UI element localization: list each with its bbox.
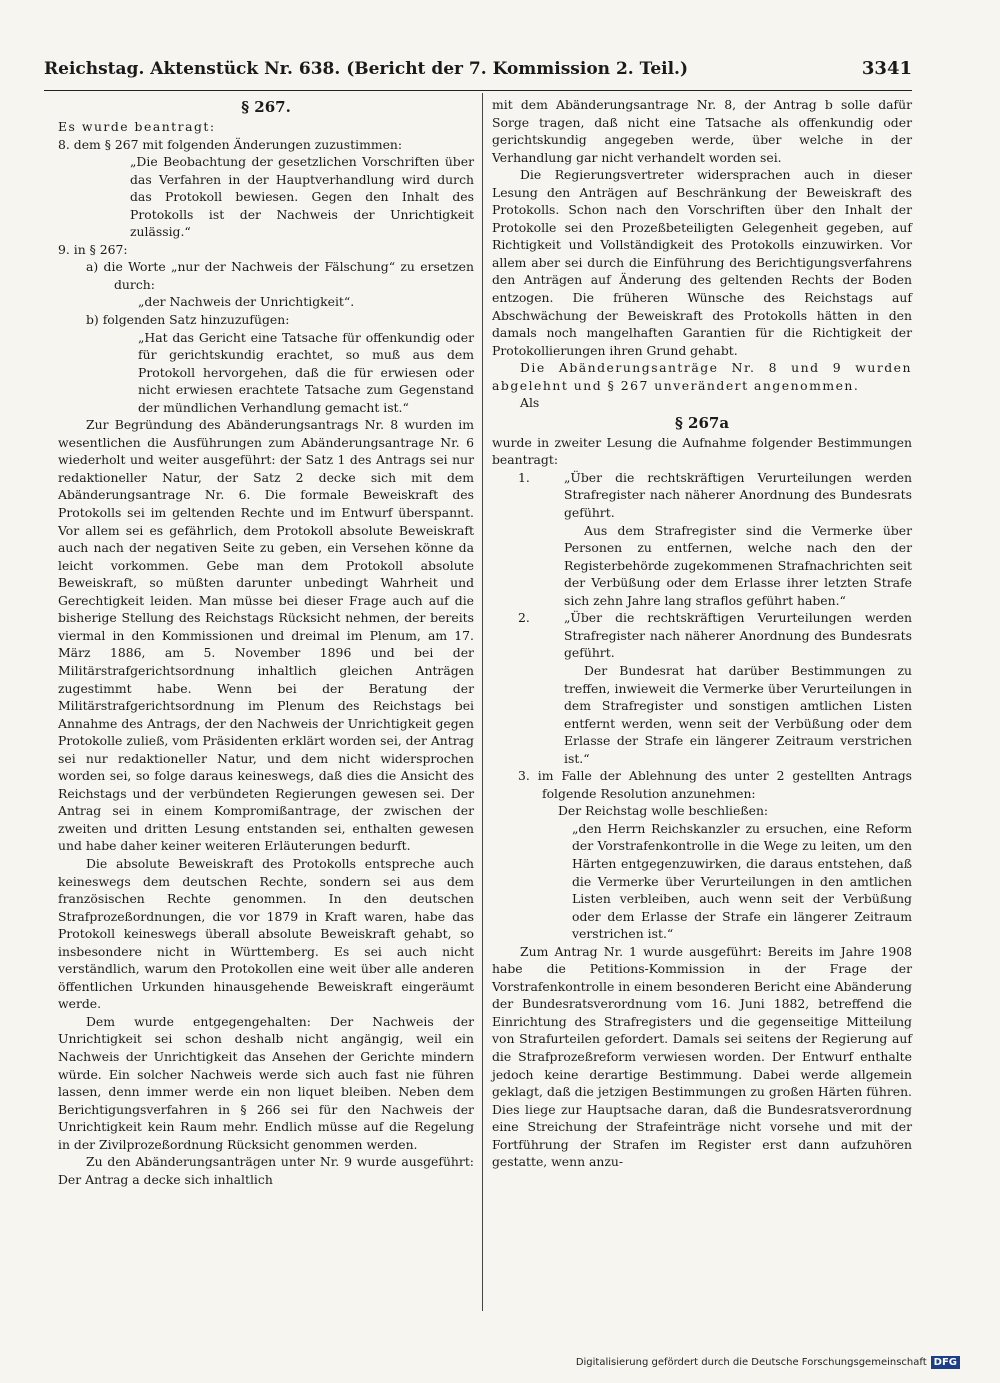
quotation: „Hat das Gericht eine Tatsache für offenkundig oder für gerichtskundig erachtet, so muß aus dem Protokoll hervorgehen, daß die für erwiesen oder nicht erwiesen erachtete Tatsache zum Gegenstand der mündlichen Verhandlung gemacht ist.“ (138, 329, 474, 415)
paragraph: Die absolute Beweiskraft des Protokolls entspreche auch keineswegs dem deutschen Rechte, sondern sei aus dem französischen Rechte genommen. In den deutschen Strafprozeßordnungen, die vor 1879 in Kraft waren, habe das Protokoll keineswegs überall absolute Beweiskraft gehabt, so insbesondere nicht in Württemberg. Es sei auch nicht verständlich, warum den Protokollen eine weit über alle anderen öffentlichen Urkunden hinausgehende Beweiskraft eingeräumt werde. (58, 855, 474, 1012)
paragraph: Zum Antrag Nr. 1 wurde ausgeführt: Bereits im Jahre 1908 habe die Petitions-Kommission in der Frage der Vorstrafenkontrolle in einem besonderen Bericht eine Abänderung der Bundesratsverordnung vom 16. Juni 1882, betreffend die Einrichtung des Strafregisters und die gegenseitige Mitteilung von Strafurteilen gefordert. Damals sei seitens der Regierung auf die Strafprozeßreform verwiesen worden. Der Entwurf enthalte jedoch keine derartige Bestimmung. Dabei werde allgemein geklagt, daß die jetzigen Bestimmungen zu großen Härten führen. Dies liege zur Hauptsache daran, daß die Bundesratsverordnung eine Streichung der Strafeinträge nicht vorsehe und mit der Fortführung der Strafen im Register erst dann aufzuhören gestatte, wenn anzu- (492, 943, 912, 1170)
list-item: 8. dem § 267 mit folgenden Änderungen zuzustimmen: (58, 136, 403, 152)
paragraph: Die Regierungsvertreter widersprachen auch in dieser Lesung den Anträgen auf Beschränkung der Beweiskraft des Protokolls. Schon nach den Vorschriften über den Inhalt der Protokolle sei den Prozeßbeteiligten Gelegenheit gegeben, auf Richtigkeit und Vollständigkeit des Protokolls einzuwirken. Vor allem aber sei durch die Einführung des Berichtigungsverfahrens den Anträgen auf Änderung des geltenden Rechts der Boden entzogen. Die früheren Wünsche des Reichstags auf Abschwächung der Beweiskraft des Protokolls hätten in den damals noch mangelhaften Garantien für die Richtigkeit der Protokollierungen ihren Grund gehabt. (492, 167, 912, 358)
footer (576, 1356, 960, 1369)
paragraph: Als (520, 395, 540, 411)
paragraph: mit dem Abänderungsantrage Nr. 8, der Antrag b solle dafür Sorge tragen, daß nicht eine Tatsache als offenkundig oder gerichtskundig angegeben werde, über welche in der Verhandlung gar nicht verhandelt worden sei. (492, 97, 912, 165)
list-number: 2. (518, 610, 530, 626)
running-title: Reichstag. Aktenstück Nr. 638. (Bericht der 7. Kommission 2. Teil.) (44, 59, 689, 79)
footer-text: Digitalisierung gefördert durch die Deutsche Forschungsgemeinschaft (575, 1357, 927, 1368)
dfg-logo: DFG (931, 1356, 960, 1369)
quotation: „Über die rechtskräftigen Verurteilungen werden Strafregister nach näherer Anordnung des Bundesrats geführt. (564, 469, 912, 521)
paragraph: Die Abänderungsanträge Nr. 8 und 9 wurden abgelehnt und § 267 unverändert angenommen. (492, 360, 912, 393)
paragraph: Es wurde beantragt: (58, 119, 216, 134)
list-number: 1. (518, 469, 530, 485)
list-item: 9. in § 267: (58, 241, 128, 257)
list-item: a) die Worte „nur der Nachweis der Fälschung“ zu ersetzen durch: (86, 259, 474, 292)
quotation: Aus dem Strafregister sind die Vermerke über Personen zu entfernen, welche nach den der Registerbehörde zugekommenen Strafnachrichten seit der Verbüßung oder dem Erlasse ihrer letzten Strafe sich zehn Jahre lang straflos geführt haben.“ (564, 522, 912, 608)
quotation: „der Nachweis der Unrichtigkeit“. (138, 294, 355, 310)
section-heading: § 267. (241, 98, 291, 116)
paragraph: wurde in zweiter Lesung die Aufnahme folgender Bestimmungen beantragt: (492, 434, 912, 468)
page-header (44, 58, 912, 91)
list-item: 3. im Falle der Ablehnung des unter 2 gestellten Antrags folgende Resolution anzunehmen: (518, 768, 912, 801)
quotation: „Die Beobachtung der gesetzlichen Vorschriften über das Verfahren in der Hauptverhandlung wird durch das Protokoll bewiesen. Gegen den Inhalt des Protokolls ist der Nachweis der Unrichtigkeit zulässig.“ (130, 154, 474, 240)
paragraph: Zur Begründung des Abänderungsantrags Nr. 8 wurden im wesentlichen die Ausführungen zum Abänderungsantrage Nr. 6 wiederholt und weiter ausgeführt: der Satz 1 des Antrags sei nur redaktioneller Natur, der Satz 2 decke sich mit dem Abänderungsantrage Nr. 6. Die formale Beweiskraft des Protokolls sei im geltenden Rechte und im Entwurf überspannt. Vor allem sei es gefährlich, dem Protokoll absolute Beweiskraft auch nach der negativen Seite zu geben, ein Versehen könne da leicht vorkommen. Gebe man dem Protokoll absolute Beweiskraft, so müßten darunter unbedingt Wahrheit und Gerechtigkeit leiden. Man müsse bei dieser Frage auch auf die bisherige Stellung des Reichstags Rücksicht nehmen, der bereits viermal in den Kommissionen und dreimal im Plenum, am 17. März 1886, am 5. November 1896 und bei der Militärstrafgerichtsordnung inhaltlich gleichen Anträgen zugestimmt habe. Wenn bei der Beratung der Militärstrafgerichtsordnung im Plenum des Reichstags bei Annahme des Antrags, der den Nachweis der Unrichtigkeit gegen Protokolle zuließ, vom Präsidenten erklärt worden sei, der Antrag sei nur redaktioneller Natur, und dem nicht widersprochen worden sei, so folge daraus keineswegs, daß dies die Ansicht des Reichstags und der verbündeten Regierungen gewesen sei. Der Antrag sei in einem Kompromißantrage, der zwischen der zweiten und dritten Lesung entstanden sei, enthalten gewesen und habe daher keiner weiteren Erläuterungen bedurft. (58, 417, 474, 854)
quotation: „den Herrn Reichskanzler zu ersuchen, eine Reform der Vorstrafenkontrolle in die Wege zu leiten, um den Härten entgegenzuwirken, die daraus entstehen, daß die Vermerke über Verurteilungen in den amtlichen Listen verbleiben, auch wenn seit der Verbüßung oder dem Erlasse der Strafe ein längerer Zeitraum verstrichen ist.“ (572, 820, 912, 942)
column-divider (482, 93, 483, 1311)
paragraph: Zu den Abänderungsanträgen unter Nr. 9 wurde ausgeführt: Der Antrag a decke sich inhaltlich (58, 1154, 474, 1187)
right-column (492, 96, 912, 1171)
list-item: b) folgenden Satz hinzuzufügen: (86, 312, 290, 328)
section-heading: § 267a (674, 413, 730, 432)
page-number: 3341 (861, 58, 912, 79)
paragraph: Der Reichstag wolle beschließen: (558, 803, 769, 819)
quotation: Der Bundesrat hat darüber Bestimmungen zu treffen, inwieweit die Vermerke über Verurteilungen in dem Strafregister und sonstigen amtlichen Listen entfernt werden, wenn seit der Verbüßung oder dem Erlasse der Strafe ein längerer Zeitraum verstrichen ist.“ (564, 662, 912, 766)
quotation: „Über die rechtskräftigen Verurteilungen werden Strafregister nach näherer Anordnung des Bundesrats geführt. (564, 610, 912, 661)
left-column (58, 96, 474, 1188)
paragraph: Dem wurde entgegengehalten: Der Nachweis der Unrichtigkeit sei schon deshalb nicht angängig, weil ein Nachweis der Unrichtigkeit das Ansehen der Gerichte mindern würde. Ein solcher Nachweis werde sich auch fast nie führen lassen, denn immer werde ein non liquet bleiben. Neben dem Berichtigungsverfahren in § 266 sei für den Nachweis der Unrichtigkeit kein Raum mehr. Endlich müsse auf die Regelung in der Zivilprozeßordnung Rücksicht genommen werden. (58, 1013, 474, 1152)
